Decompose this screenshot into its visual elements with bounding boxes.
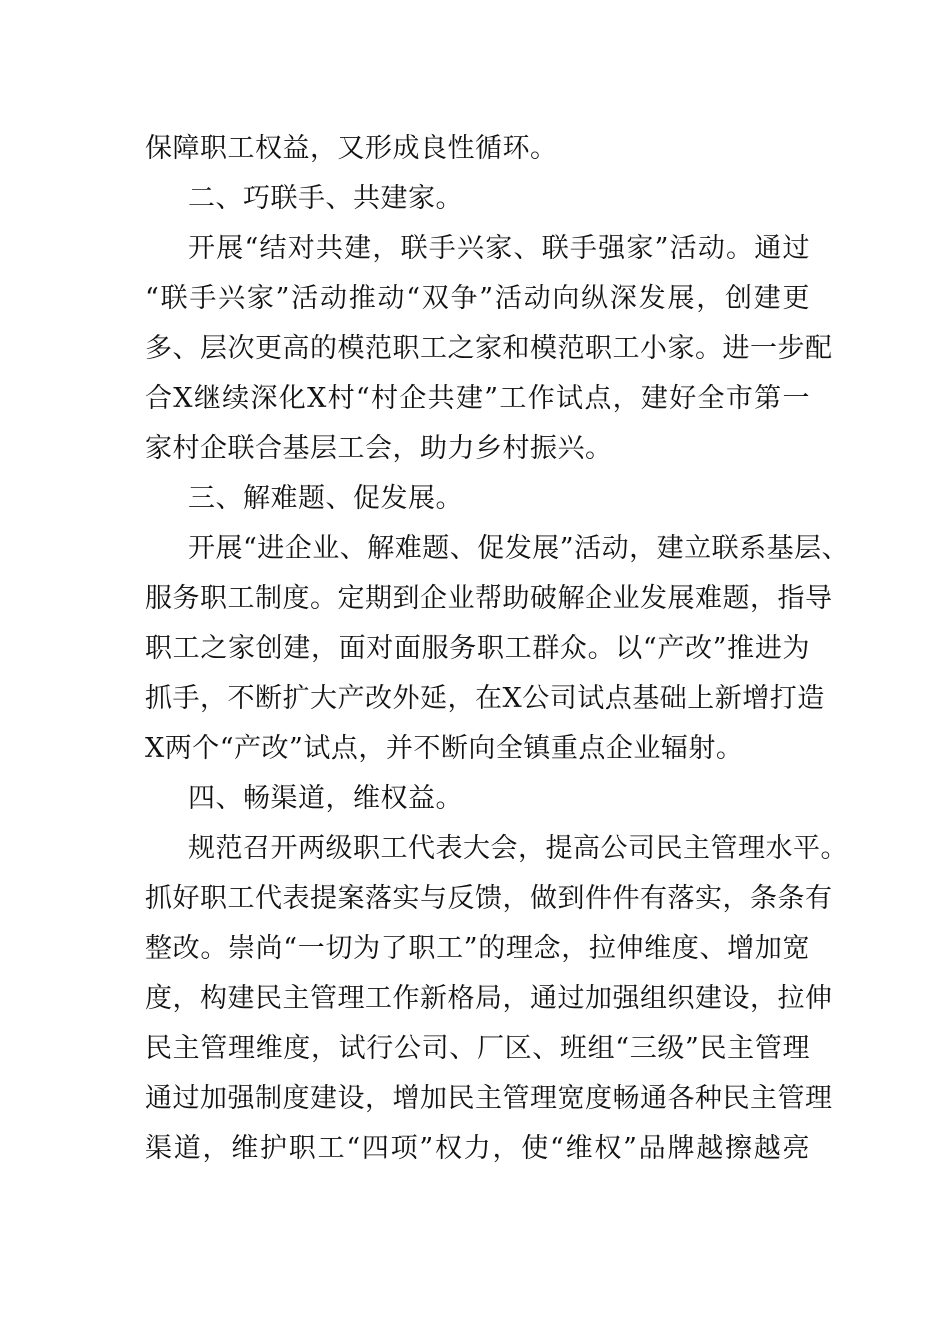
text-line-10: 服务职工制度。定期到企业帮助破解企业发展难题，指导 — [145, 583, 833, 614]
text-line-17: 整改。崇尚“一切为了职工”的理念，拉伸维度、增加宽 — [145, 933, 810, 964]
text-line-6: 合X继续深化X村“村企共建”工作试点，建好全市第一 — [145, 383, 810, 414]
text-line-18: 度，构建民主管理工作新格局，通过加强组织建设，拉伸 — [145, 983, 833, 1014]
section-heading-4: 四、畅渠道，维权益。 — [188, 783, 463, 814]
text-line-9: 开展“进企业、解难题、促发展”活动，建立联系基层、 — [188, 533, 850, 564]
text-line-5: 多、层次更高的模范职工之家和模范职工小家。进一步配 — [145, 333, 833, 364]
text-line-11: 职工之家创建，面对面服务职工群众。以“产改”推进为 — [145, 633, 810, 664]
text-line-3: 开展“结对共建，联手兴家、联手强家”活动。通过 — [188, 233, 810, 264]
text-line-19: 民主管理维度，试行公司、厂区、班组“三级”民主管理 — [145, 1033, 810, 1064]
text-line-15: 规范召开两级职工代表大会，提高公司民主管理水平。 — [188, 833, 848, 864]
section-heading-2: 二、巧联手、共建家。 — [188, 183, 463, 214]
text-line-16: 抓好职工代表提案落实与反馈，做到件件有落实，条条有 — [145, 883, 833, 914]
text-line-7: 家村企联合基层工会，助力乡村振兴。 — [145, 433, 613, 464]
section-heading-3: 三、解难题、促发展。 — [188, 483, 463, 514]
text-line-1: 保障职工权益，又形成良性循环。 — [145, 133, 558, 164]
text-line-12: 抓手，不断扩大产改外延，在X公司试点基础上新增打造 — [145, 683, 825, 714]
text-line-20: 通过加强制度建设，增加民主管理宽度畅通各种民主管理 — [145, 1083, 833, 1114]
text-line-4: “联手兴家”活动推动“双争”活动向纵深发展，创建更 — [145, 283, 810, 314]
text-line-13: X两个“产改”试点，并不断向全镇重点企业辐射。 — [145, 733, 744, 764]
text-line-21: 渠道，维护职工“四项”权力，使“维权”品牌越擦越亮 — [145, 1133, 810, 1164]
